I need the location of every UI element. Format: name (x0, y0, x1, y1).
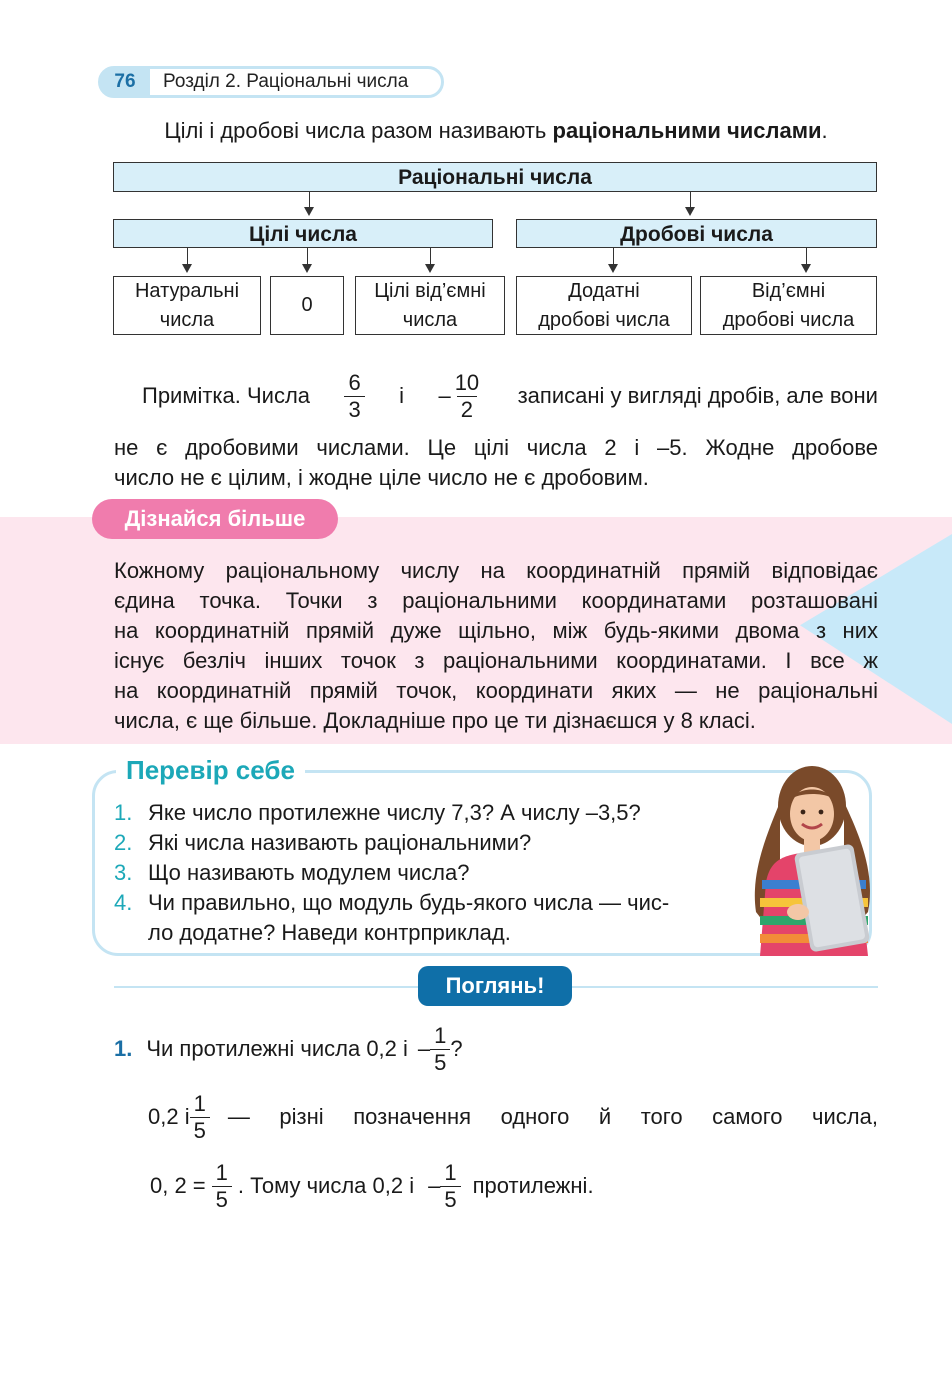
note-line-1 (142, 366, 878, 426)
fraction-denominator: 5 (212, 1186, 232, 1213)
diagram-integers-box (113, 219, 493, 248)
example-question-text: Чи протилежні числа 0,2 і (146, 1036, 408, 1061)
fraction (430, 1023, 450, 1076)
fraction (212, 1160, 232, 1213)
question-item (114, 888, 724, 918)
example-number: 1. (114, 1036, 133, 1061)
fraction-denominator: 2 (457, 396, 477, 423)
leaf-line-1: 0 (301, 294, 313, 316)
diagram-leaf-positive-fractions (516, 276, 692, 335)
question-text: Що називають модулем числа? (148, 860, 470, 885)
intro-sentence (0, 118, 952, 144)
learn-more-text (114, 556, 878, 736)
question-item (114, 858, 724, 888)
diagram-fractions-box (516, 219, 877, 248)
arrow-down-icon (302, 264, 312, 273)
fraction-numerator: 10 (454, 369, 480, 395)
minus-sign: – (428, 1173, 441, 1198)
question-number: 3. (114, 860, 133, 885)
question-item-continued (114, 918, 724, 948)
fraction (344, 370, 364, 423)
fraction-numerator: 1 (444, 1159, 457, 1185)
intro-end: . (821, 118, 828, 143)
intro-text: Цілі і дробові числа разом називають (164, 118, 553, 143)
diagram-connector (613, 248, 614, 265)
learn-more-line: на координатній прямій дуже щільно, між будь-якими двома з них (114, 618, 878, 643)
diagram-leaf-negative-integers (355, 276, 505, 335)
diagram-connector (430, 248, 431, 265)
negative-fraction (418, 1023, 463, 1076)
learn-more-label: Дізнайся більше (92, 499, 338, 539)
fraction-numerator: 1 (193, 1090, 206, 1116)
learn-more-line: на координатній прямій точок, координати яких — не раціональні (114, 678, 878, 703)
diagram-leaf-zero (270, 276, 344, 335)
diagram-integers-label: Цілі числа (249, 223, 357, 246)
leaf-line-2: числа (402, 308, 458, 331)
question-text: Які числа називають раціональними? (148, 830, 532, 855)
arrow-down-icon (608, 264, 618, 273)
note-text: Примітка. Числа (142, 383, 311, 408)
fraction-numerator: 6 (348, 369, 361, 395)
learn-more-line: числа, є ще більше. Докладніше про це ти дізнаєшся у 8 класі. (114, 708, 756, 733)
leaf-line-2: числа (159, 308, 215, 331)
question-item (114, 828, 724, 858)
example-answer-line-1 (148, 1088, 878, 1146)
learn-more-line: єдина точка. Точки з раціональними координатами розташовані (114, 588, 878, 613)
page-number: 76 (100, 68, 150, 96)
question-text: ло додатне? Наведи контрприклад. (148, 920, 511, 945)
diagram-leaf-natural (113, 276, 261, 335)
question-item (114, 798, 724, 828)
arrow-down-icon (685, 207, 695, 216)
negative-fraction (428, 1160, 461, 1213)
diagram-connector (690, 192, 691, 208)
leaf-line-1: Цілі від’ємні (374, 279, 486, 302)
leaf-line-2: дробові числа (722, 308, 855, 331)
arrow-down-icon (801, 264, 811, 273)
check-questions (114, 798, 724, 948)
diagram-connector (806, 248, 807, 265)
minus-sign: – (438, 383, 451, 408)
learn-more-line: Кожному раціональному числу на координатній прямій відповідає (114, 558, 878, 583)
question-text: Чи правильно, що модуль будь-якого числа — чис- (148, 890, 670, 915)
fraction-denominator: 3 (344, 396, 364, 423)
equation-lhs: 0, 2 = (150, 1173, 206, 1198)
fraction-denominator: 5 (190, 1117, 210, 1144)
answer-text: . Тому числа 0,2 і (237, 1173, 415, 1198)
diagram-leaf-negative-fractions (700, 276, 877, 335)
fraction-numerator: 1 (434, 1022, 447, 1048)
fraction (190, 1091, 210, 1144)
diagram-root-label: Раціональні числа (398, 166, 592, 189)
leaf-line-1: Натуральні (134, 279, 240, 302)
question-number: 4. (114, 890, 133, 915)
question-mark: ? (450, 1036, 463, 1061)
question-text: Яке число протилежне числу 7,3? А числу –3,5? (148, 800, 641, 825)
answer-text: протилежні. (472, 1173, 594, 1198)
look-label: Поглянь! (418, 966, 572, 1006)
fraction (451, 370, 483, 423)
question-number: 1. (114, 800, 133, 825)
arrow-down-icon (304, 207, 314, 216)
leaf-line-1: Додатні (568, 279, 640, 302)
question-number: 2. (114, 830, 133, 855)
girl-with-laptop-illustration (740, 762, 886, 956)
fraction-numerator: 1 (215, 1159, 228, 1185)
intro-bold-term: раціональними числами (552, 118, 822, 143)
example-question (114, 1020, 463, 1078)
example-answer-line-2 (150, 1157, 594, 1215)
leaf-line-1: Від’ємні (751, 279, 826, 302)
section-title: Розділ 2. Раціональні числа (163, 71, 409, 92)
arrow-down-icon (182, 264, 192, 273)
fraction-denominator: 5 (430, 1049, 450, 1076)
answer-text: 0,2 і (148, 1104, 190, 1129)
diagram-fractions-label: Дробові числа (620, 223, 773, 246)
learn-more-line: існує безліч інших точок з раціональними координатами. І все ж (114, 648, 878, 673)
negative-fraction (438, 370, 483, 423)
answer-text: — різні позначення одного й того самого числа, (227, 1104, 878, 1129)
diagram-connector (309, 192, 310, 208)
leaf-line-2: дробові числа (538, 308, 670, 331)
diagram-root-box (113, 162, 877, 192)
note-line-2: не є дробовими числами. Це цілі числа 2 і –5. Жодне дробове (114, 435, 878, 460)
minus-sign: – (417, 1036, 431, 1061)
diagram-connector (187, 248, 188, 265)
diagram-connector (307, 248, 308, 265)
fraction (440, 1160, 460, 1213)
note-line-3: число не є цілим, і жодне ціле число не є дробовим. (114, 465, 649, 490)
note-and: і (399, 383, 405, 408)
fraction-denominator: 5 (440, 1186, 460, 1213)
check-yourself-title: Перевір себе (116, 754, 305, 786)
arrow-down-icon (425, 264, 435, 273)
note-text: записані у вигляді дробів, але вони (517, 383, 878, 408)
